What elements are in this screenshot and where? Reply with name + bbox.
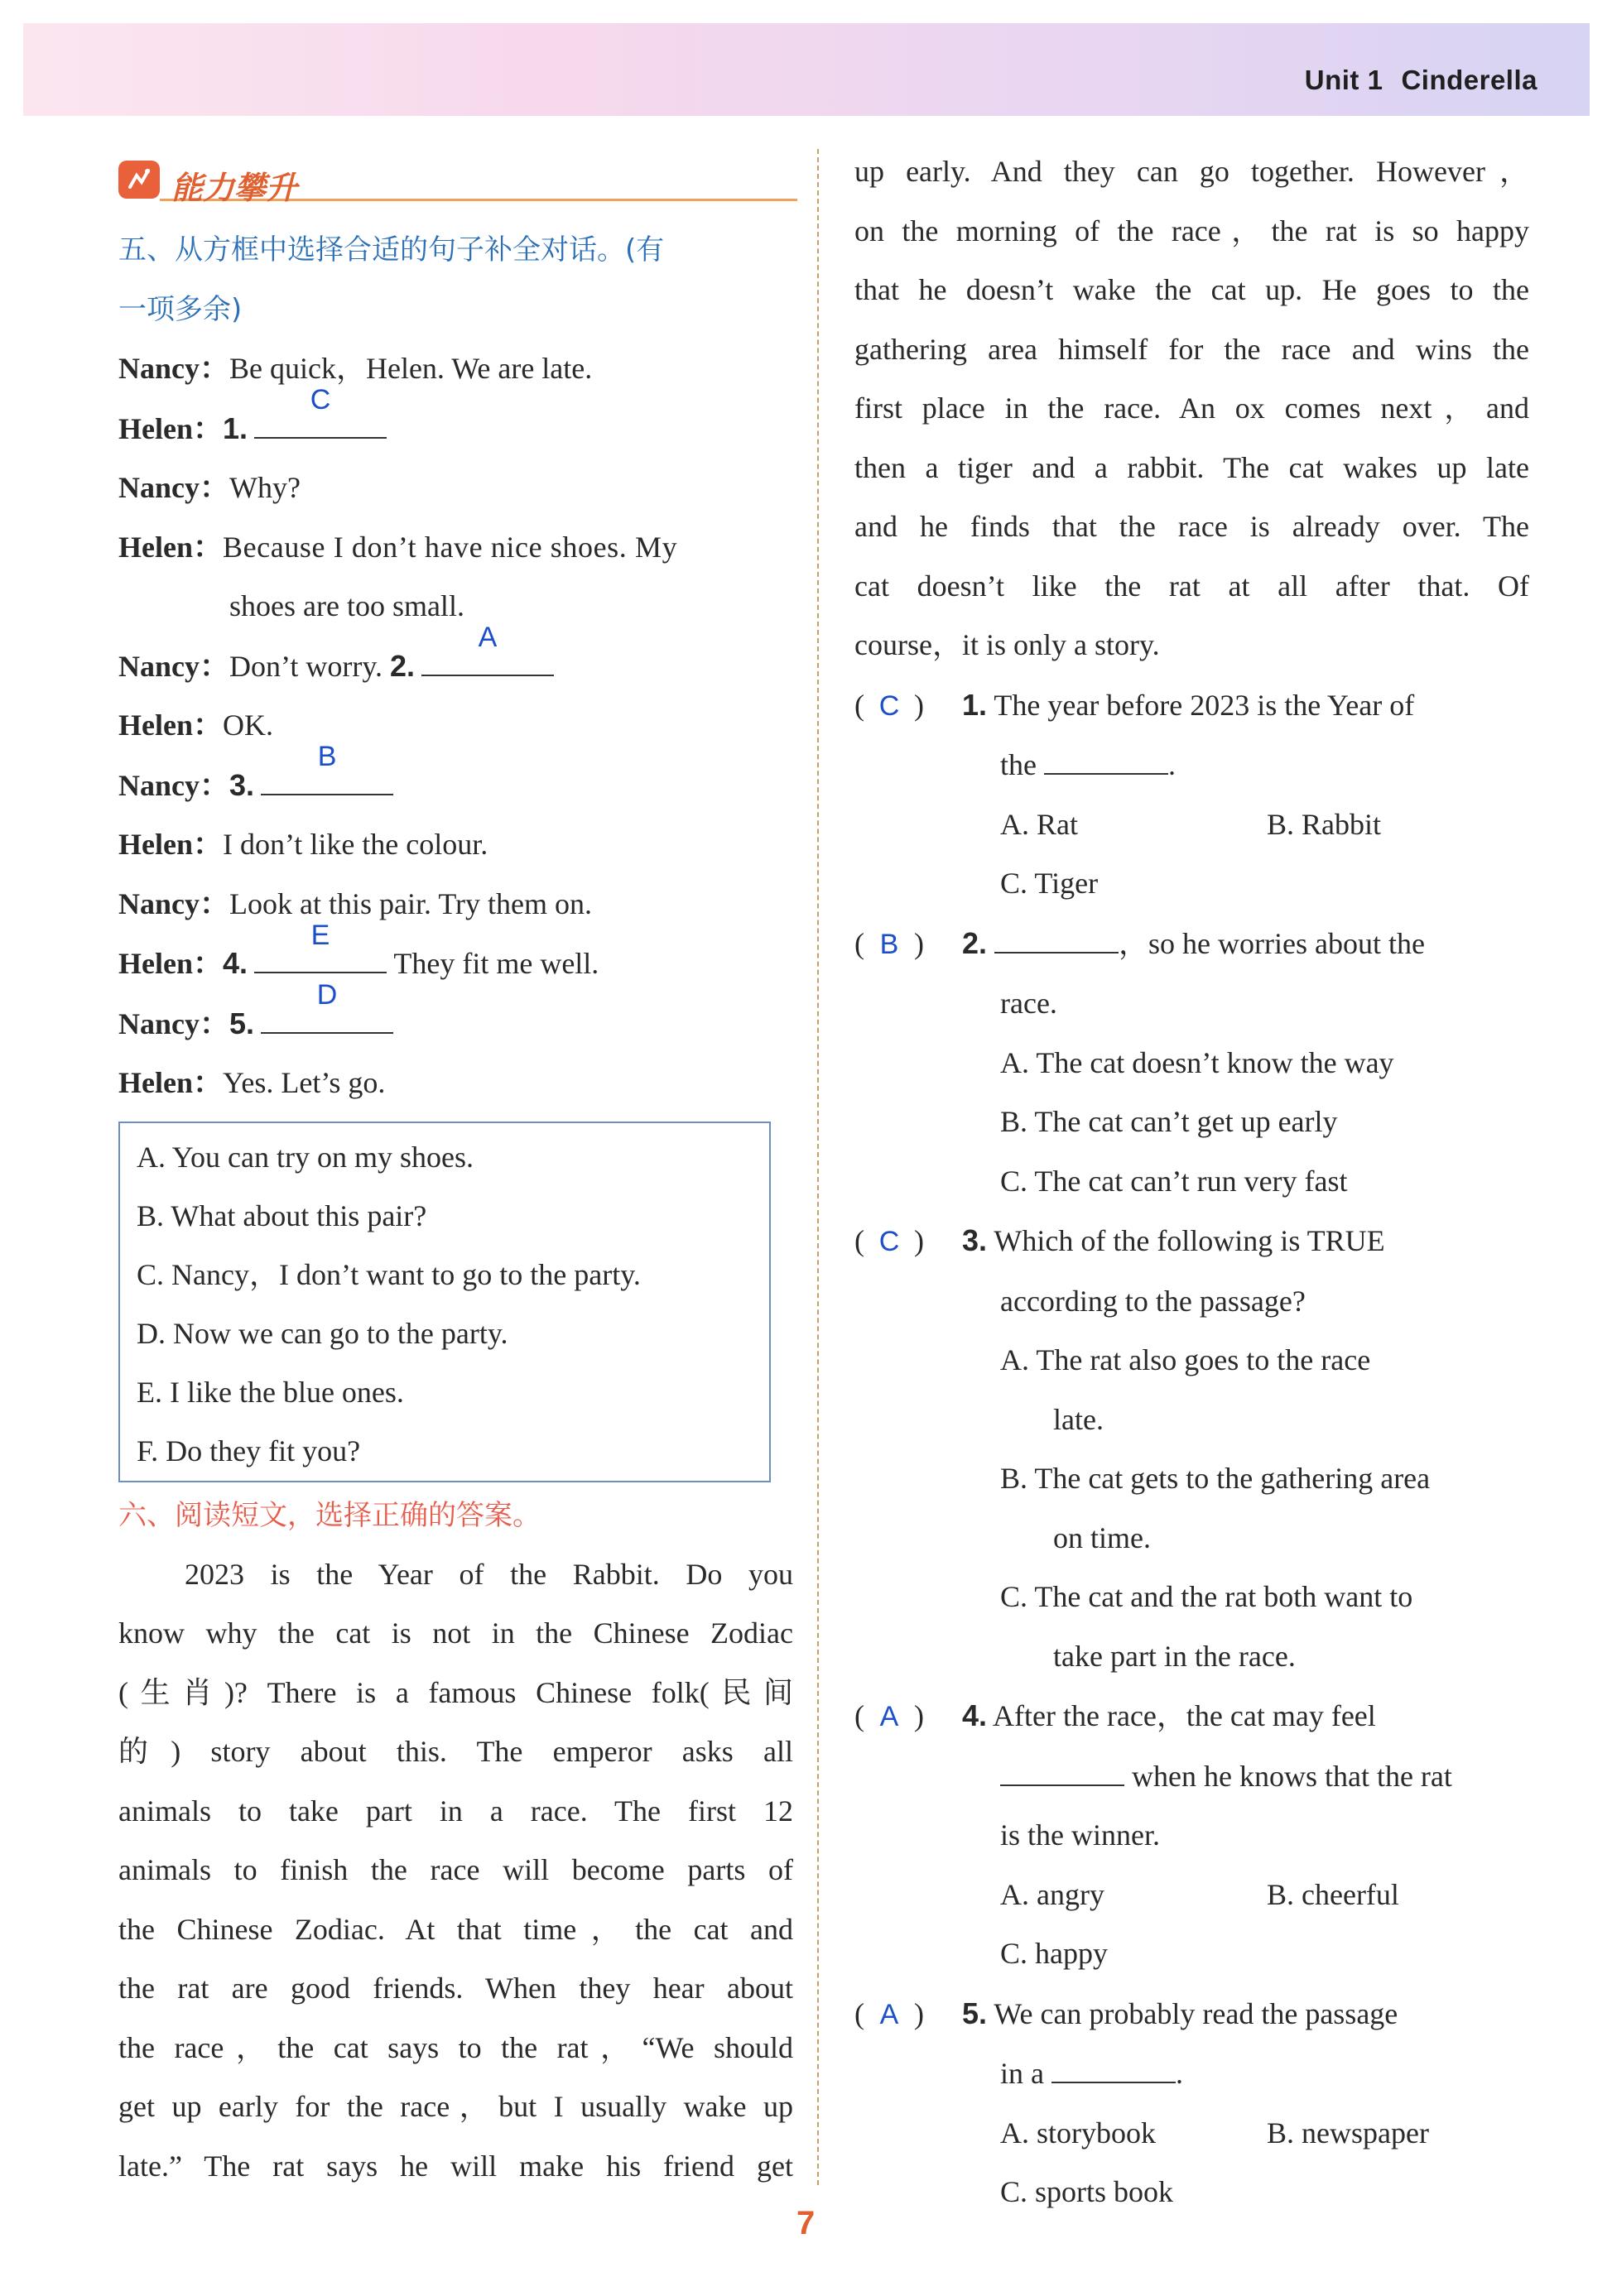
question-4: ( A ) 4. After the race，the cat may feel when he knows that the rat is the winner. A. angry B. cheerful C. happy: [854, 1686, 1529, 1984]
passage-line: animals to take part in a race. The first 12: [118, 1794, 793, 1828]
answer-paren[interactable]: ( A ): [854, 1699, 924, 1732]
passage-line: the race，the cat says to the rat，“We should: [118, 2030, 793, 2064]
answer-blank[interactable]: [1044, 750, 1168, 775]
passage-line: cat doesn’t like the rat at all after that. Of: [854, 569, 1529, 603]
section5-title: 五、从方框中选择合适的句子补全对话。(有: [118, 233, 665, 267]
climb-icon: [118, 161, 160, 199]
question-3: ( C ) 3. Which of the following is TRUE according to the passage? A. The rat also goes to the race late. B. The cat gets to the gathering area on time. C. The cat and the rat both want to take part in the race.: [854, 1211, 1529, 1686]
answer-paren[interactable]: ( C ): [854, 1224, 924, 1257]
right-column: [854, 142, 1529, 2222]
passage-line: late.” The rat says he will make his friend get: [118, 2149, 793, 2183]
answer-blank[interactable]: [1000, 1761, 1124, 1786]
answer-blank[interactable]: [994, 929, 1119, 953]
answer-paren[interactable]: ( A ): [854, 1996, 924, 2030]
passage-line: the rat are good friends. When they hear about: [118, 1972, 793, 2005]
passage-line: then a tiger and a rabbit. The cat wakes up late: [854, 450, 1529, 484]
dialogue-line: Helen：Because I don’t have nice shoes. My: [118, 530, 678, 564]
dialogue-line: Helen：1. C: [118, 399, 793, 459]
dialogue-line: Nancy：5. D: [118, 994, 793, 1054]
running-header: [1305, 65, 1537, 96]
section6-title: 六、阅读短文，选择正确的答案。: [118, 1498, 541, 1532]
passage-line: course，it is only a story.: [854, 628, 1160, 661]
page-number: 7: [796, 2205, 816, 2241]
option-item: B. What about this pair?: [137, 1198, 427, 1232]
passage-line: that he doesn’t wake the cat up. He goes to the: [854, 273, 1529, 306]
dialogue-line: Nancy：Look at this pair. Try them on.: [118, 886, 593, 920]
answer-blank[interactable]: D: [261, 1001, 393, 1034]
question-5: ( A ) 5. We can probably read the passage in a . A. storybook B. newspaper C. sports book: [854, 1984, 1529, 2222]
left-column: [118, 157, 793, 2196]
passage-left: [118, 1545, 793, 2197]
passage-line: 的) story about this. The emperor asks all: [118, 1735, 793, 1768]
options-box: [118, 1122, 771, 1482]
passage-line: up early. And they can go together. However，: [854, 155, 1529, 188]
option-item: F. Do they fit you?: [137, 1434, 361, 1467]
answer-blank[interactable]: C: [254, 406, 387, 439]
dialogue-line: Nancy：3. B: [118, 756, 793, 816]
option-item: D. Now we can go to the party.: [137, 1316, 508, 1350]
section5-title-cont: 一项多余): [118, 293, 243, 326]
passage-line: know why the cat is not in the Chinese Zodiac: [118, 1616, 793, 1650]
passage-line: on the morning of the race，the rat is so happy: [854, 214, 1529, 247]
passage-line: and he finds that the race is already over. The: [854, 510, 1529, 543]
dialogue: [118, 339, 793, 1113]
unit-label: Unit 1: [1304, 65, 1383, 95]
column-divider: [817, 149, 819, 2185]
answer-paren[interactable]: ( B ): [854, 926, 924, 960]
dialogue-line: Nancy：Don’t worry. 2. A: [118, 636, 793, 697]
dialogue-line: Helen：4. E They fit me well.: [118, 919, 599, 980]
option-item: C. Nancy，I don’t want to go to the party.: [137, 1257, 641, 1291]
dialogue-line: Helen：OK.: [118, 708, 273, 742]
passage-line: the Chinese Zodiac. At that time，the cat and: [118, 1912, 793, 1946]
answer-blank[interactable]: A: [421, 643, 554, 676]
answer-blank[interactable]: [1051, 2058, 1176, 2083]
passage-line: get up early for the race，but I usually wake up: [118, 2090, 793, 2123]
banner-title: 能力攀升: [171, 170, 298, 206]
passage-right: [854, 142, 1529, 675]
unit-title: Cinderella: [1401, 65, 1537, 95]
dialogue-line: Helen：Yes. Let’s go.: [118, 1066, 386, 1099]
section-banner: [118, 157, 793, 210]
option-item: E. I like the blue ones.: [137, 1375, 404, 1409]
passage-line: 2023 is the Year of the Rabbit. Do you: [185, 1557, 793, 1591]
answer-paren[interactable]: ( C ): [854, 688, 924, 722]
dialogue-line: Nancy：Why?: [118, 471, 301, 504]
dialogue-line: Nancy：Be quick，Helen. We are late.: [118, 352, 593, 385]
dialogue-line-cont: shoes are too small.: [229, 589, 464, 622]
question-2: ( B ) 2. ，so he worries about the race. A. The cat doesn’t know the way B. The cat can’t get up early C. The cat can’t run very fast: [854, 914, 1529, 1212]
answer-blank[interactable]: E: [254, 940, 387, 973]
dialogue-line: Helen：I don’t like the colour.: [118, 828, 488, 861]
answer-blank[interactable]: B: [261, 762, 393, 795]
passage-line: gathering area himself for the race and wins the: [854, 332, 1529, 366]
option-item: A. You can try on my shoes.: [137, 1140, 474, 1174]
question-1: ( C ) 1. The year before 2023 is the Year of the . A. Rat B. Rabbit C. Tiger: [854, 675, 1529, 914]
passage-line: (生肖)? There is a famous Chinese folk(民间: [118, 1675, 793, 1709]
passage-line: first place in the race. An ox comes next，and: [854, 391, 1529, 425]
passage-line: animals to finish the race will become parts of: [118, 1853, 793, 1886]
